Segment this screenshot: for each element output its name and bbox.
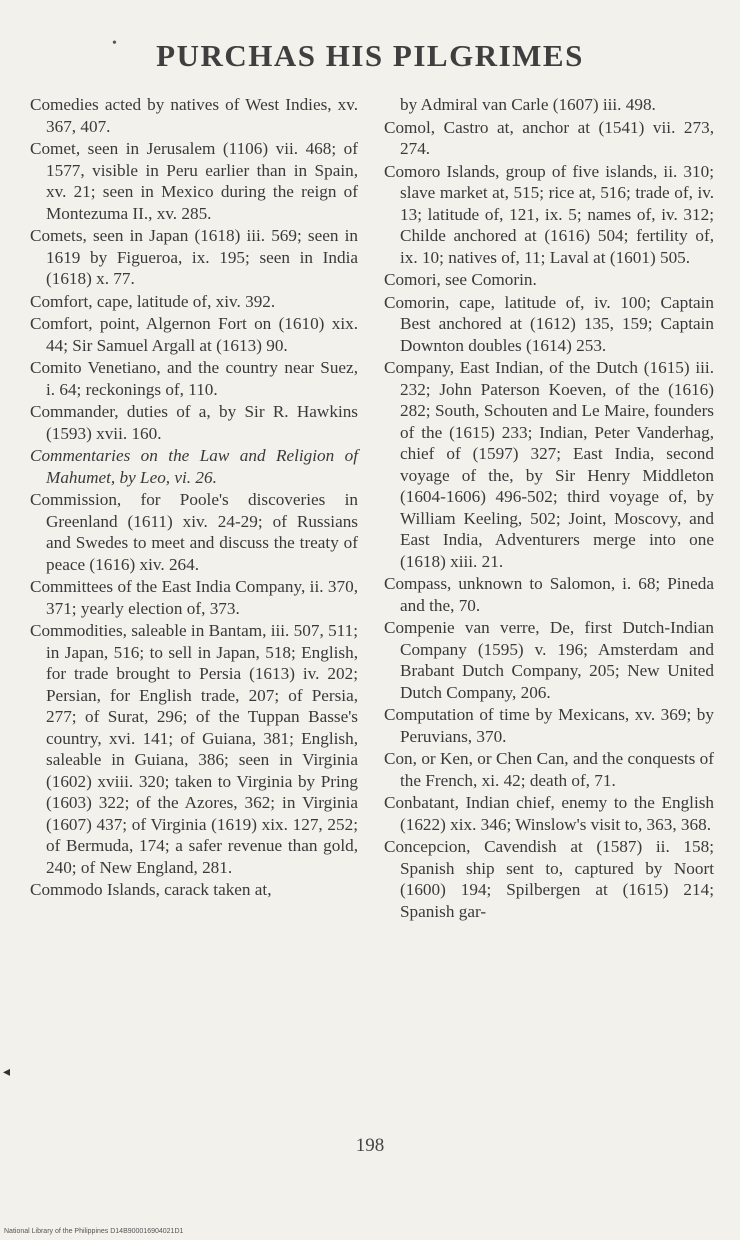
margin-arrow-icon: ◂ (3, 1065, 11, 1080)
index-entry: by Admiral van Carle (1607) iii. 498. (400, 95, 656, 114)
index-entry: Comito Venetiano, and the country near Suez, i. 64; reckonings of, 110. (30, 358, 358, 399)
index-entry: Commentaries on the Law and Religion of Mahumet, by Leo, vi. 26. (30, 446, 358, 487)
index-entry: Comfort, point, Algernon Fort on (1610) xix. 44; Sir Samuel Argall at (1613) 90. (30, 314, 358, 355)
ink-dot: • (112, 36, 117, 51)
index-entry: Compass, unknown to Salomon, i. 68; Pineda and the, 70. (384, 574, 714, 615)
index-entry: Comol, Castro at, anchor at (1541) vii. 273, 274. (384, 117, 714, 158)
right-column (384, 94, 714, 923)
index-entry: Comfort, cape, latitude of, xiv. 392. (30, 291, 276, 311)
index-entry: Committees of the East India Company, ii. 370, 371; yearly election of, 373. (30, 577, 358, 618)
index-entry: Computation of time by Mexicans, xv. 369; by Peruvians, 370. (384, 705, 714, 746)
index-entry: Con, or Ken, or Chen Can, and the conquests of the French, xi. 42; death of, 71. (384, 749, 714, 790)
index-entry: Comorin, cape, latitude of, iv. 100; Captain Best anchored at (1612) 135, 159; Captain Downton doubles (1614) 253. (384, 292, 714, 355)
index-entry: Concepcion, Cavendish at (1587) ii. 158; Spanish ship sent to, captured by Noort (1600) 194; Spilbergen at (1615) 214; Spanish gar- (384, 837, 714, 921)
index-entry: Commodities, saleable in Bantam, iii. 507, 511; in Japan, 516; to sell in Japan, 518; English, for trade brought to Persia (1613) iv. 202; Persian, for English trade, 207; of Persia, 277; of Surat, 296; of the Tuppan Basse's country, xvi. 141; of Guiana, 381; English, saleable in Guiana, 386; seen in Virginia (1602) xviii. 320; taken to Virginia by Pring (1603) 322; of the Azores, 362; in Virginia (1607) 437; of Virginia (1619) xix. 127, 252; of Bermuda, 174; a safer revenue than gold, 240; of New England, 281. (30, 621, 358, 877)
index-entry: Comet, seen in Jerusalem (1106) vii. 468; of 1577, visible in Peru earlier than in Spain, xv. 21; seen in Mexico during the reign of Montezuma II., xv. 285. (30, 139, 358, 223)
index-entry: Comedies acted by natives of West Indies, xv. 367, 407. (30, 95, 358, 136)
index-entry: Comets, seen in Japan (1618) iii. 569; seen in 1619 by Figueroa, ix. 195; seen in India (1618) x. 77. (30, 226, 358, 288)
index-entry: Commander, duties of a, by Sir R. Hawkins (1593) xvii. 160. (30, 402, 358, 443)
index-entry: Commodo Islands, carack taken at, (30, 880, 272, 899)
left-column (30, 94, 358, 902)
footer-credit: National Library of the Philippines D14B900016904021D1 (4, 1228, 184, 1235)
index-entry: Compenie van verre, De, first Dutch-Indian Company (1595) v. 196; Amsterdam and Brabant Dutch Company, 205; New United Dutch Company, 206. (384, 618, 714, 702)
index-entry: Comoro Islands, group of five islands, ii. 310; slave market at, 515; rice at, 516; trade of, iv. 13; latitude of, 121, ix. 5; names of, iv. 312; Childe anchored at (1616) 504; fertility of, ix. 10; natives of, 11; Laval at (1601) 505. (384, 161, 714, 267)
index-entry: Company, East Indian, of the Dutch (1615) iii. 232; John Paterson Koeven, of the (1616) 282; South, Schouten and Le Maire, founders of the (1615) 233; Indian, Peter Vanderhag, chief of (1597) 327; East India, second voyage of the, by Sir Henry Middleton (1604-1606) 496-502; third voyage of, by William Keeling, 502; Joint, Moscovy, and East India, Adventurers merge into one (1618) xiii. 21. (384, 358, 714, 571)
page-number: 198 (355, 1135, 385, 1156)
index-entry: Conbatant, Indian chief, enemy to the English (1622) xix. 346; Winslow's visit to, 363, 368. (384, 793, 714, 834)
index-entry: Comori, see Comorin. (384, 270, 537, 289)
page-title: PURCHAS HIS PILGRIMES (156, 38, 584, 73)
index-entry: Commission, for Poole's discoveries in Greenland (1611) xiv. 24-29; of Russians and Swedes to meet and discuss the treaty of peace (1616) xiv. 264. (30, 490, 358, 574)
